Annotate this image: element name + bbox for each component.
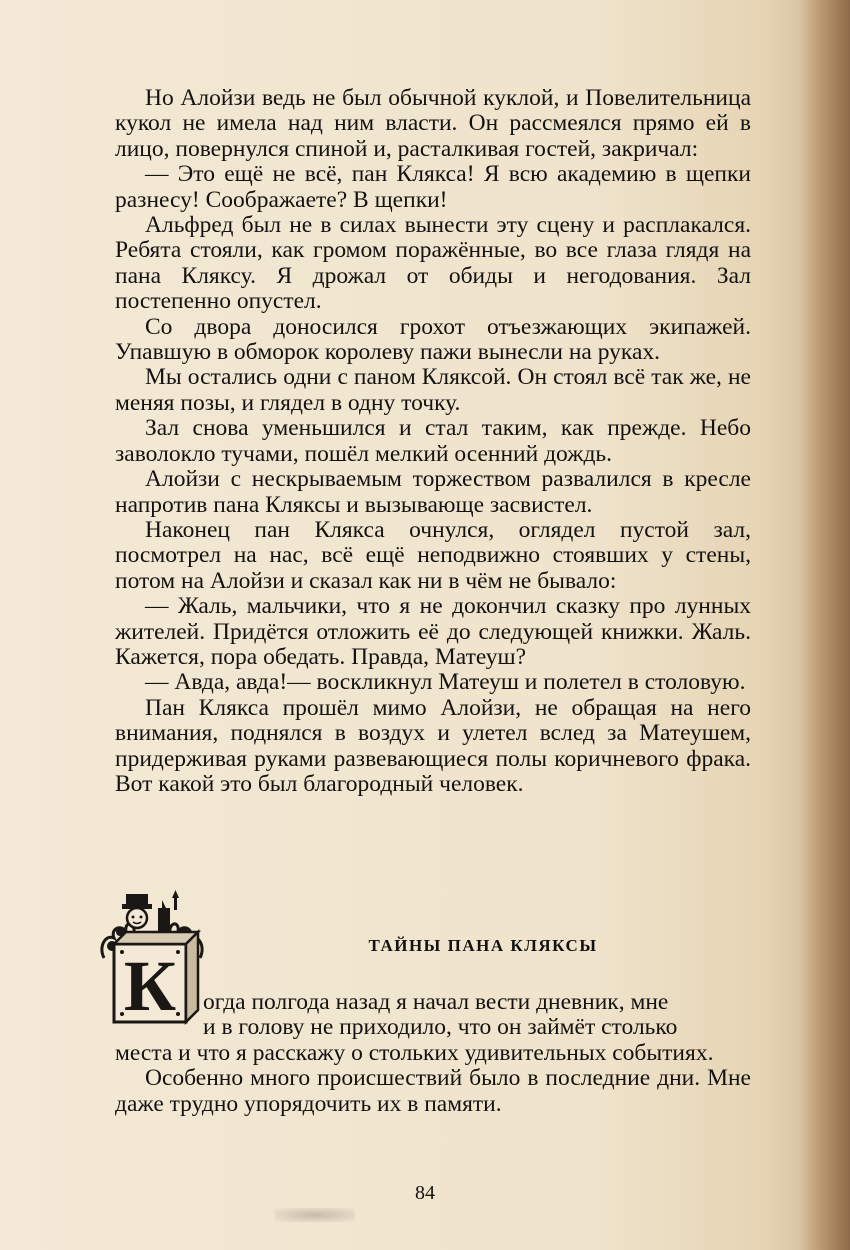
chapter-second-line: и в голову не приходило, что он займёт столько bbox=[203, 1014, 678, 1041]
paragraph: Мы остались одни с паном Кляксой. Он стоял всё так же, не меняя позы, и глядел в одну точку. bbox=[115, 364, 751, 416]
svg-text:К: К bbox=[123, 946, 177, 1026]
chapter-first-line: огда полгода назад я начал вести дневник, мне bbox=[203, 989, 669, 1015]
chapter-first-paragraph-rest: места и что я расскажу о стольких удивительных событиях. bbox=[115, 1039, 714, 1066]
book-spine-shadow bbox=[800, 0, 850, 1250]
paragraph: — Жаль, мальчики, что я не докончил сказку про лунных жителей. Придётся отложить её до следующей книжки. Жаль. Кажется, пора обедать. Правда, Матеуш? bbox=[115, 593, 751, 670]
paragraph: — Это ещё не всё, пан Клякса! Я всю академию в щепки разнесу! Соображаете? В щепки! bbox=[115, 161, 751, 213]
paragraph: Наконец пан Клякса очнулся, оглядел пустой зал, посмотрел на нас, всё ещё неподвижно стоявших у стены, потом на Алойзи и сказал как ни в чём не бывало: bbox=[115, 516, 751, 594]
paragraph: Альфред был не в силах вынести эту сцену и расплакался. Ребята стояли, как громом поражённые, во все глаза глядя на пана Кляксу. Я дрожал от обиды и негодования. Зал постепенно опустел. bbox=[115, 212, 751, 315]
paragraph: Но Алойзи ведь не был обычной куклой, и Повелительница кукол не имела над ним власти. Он рассмеялся прямо ей в лицо, повернулся спиной и, расталкивая гостей, закричал: bbox=[115, 85, 751, 162]
page-number: 84 bbox=[415, 1182, 435, 1204]
chapter-title: ТАЙНЫ ПАНА КЛЯКСЫ bbox=[368, 936, 598, 955]
paragraph: Зал снова уменьшился и стал таким, как прежде. Небо заволокло тучами, пошёл мелкий осенний дождь. bbox=[115, 415, 751, 467]
chapter-text-block bbox=[115, 990, 751, 1117]
paragraph: Пан Клякса прошёл мимо Алойзи, не обращая на него внимания, поднялся в воздух и улетел вслед за Матеушем, придерживая руками развевающиеся полы коричневого фрака. Вот какой это был благородный человек. bbox=[115, 694, 751, 797]
paragraph: — Авда, авда!— воскликнул Матеуш и полетел в столовую. bbox=[145, 669, 746, 696]
paragraph: Особенно много происшествий было в последние дни. Мне даже трудно упорядочить их в памяти. bbox=[115, 1065, 751, 1117]
paragraph: Алойзи с нескрываемым торжеством развалился в кресле напротив пана Кляксы и вызывающе засвистел. bbox=[115, 466, 751, 518]
smudge-mark bbox=[275, 1208, 355, 1222]
paragraph: Со двора доносился грохот отъезжающих экипажей. Упавшую в обморок королеву пажи вынесли на руках. bbox=[115, 313, 751, 366]
main-text-block bbox=[115, 86, 751, 797]
